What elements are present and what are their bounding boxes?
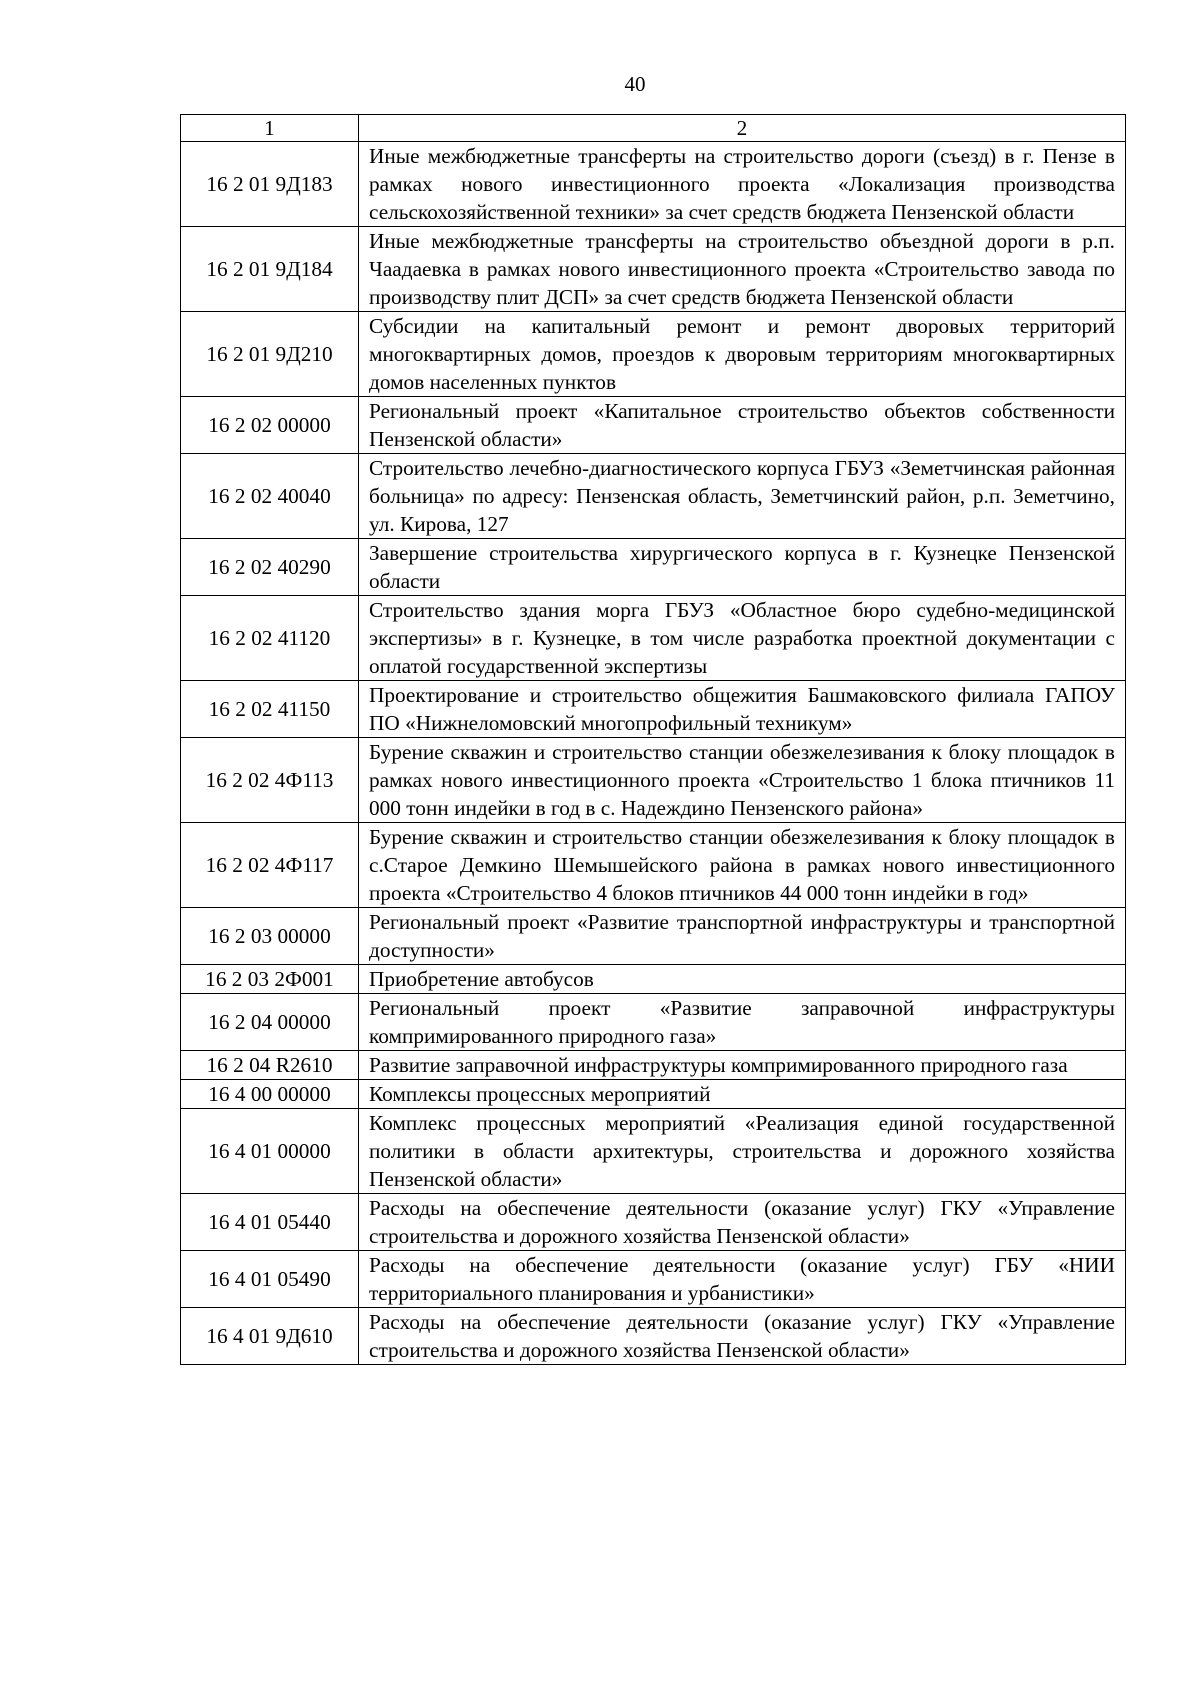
- table-row: [181, 397, 1126, 454]
- row-description: Бурение скважин и строительство станции обезжелезивания к блоку площадок в с.Старое Демкино Шемышейского района в рамках нового инвестиционного проекта «Строительство 4 блоков птичников 44 000 тонн индейки в год»: [359, 823, 1126, 908]
- row-description: Проектирование и строительство общежития Башмаковского филиала ГАПОУ ПО «Нижнеломовский многопрофильный техникум»: [359, 681, 1126, 738]
- table-row: [181, 681, 1126, 738]
- row-code: 16 4 00 00000: [181, 1080, 359, 1109]
- budget-classification-table: [180, 114, 1126, 1365]
- column-header-code: 1: [181, 115, 359, 142]
- row-description: Расходы на обеспечение деятельности (оказание услуг) ГКУ «Управление строительства и дорожного хозяйства Пензенской области»: [359, 1194, 1126, 1251]
- table-row: [181, 539, 1126, 596]
- table-row: [181, 454, 1126, 539]
- table-row: [181, 1308, 1126, 1365]
- table-row: [181, 596, 1126, 681]
- row-description: Расходы на обеспечение деятельности (оказание услуг) ГБУ «НИИ территориального планирования и урбанистики»: [359, 1251, 1126, 1308]
- row-code: 16 4 01 9Д610: [181, 1308, 359, 1365]
- row-code: 16 2 02 4Ф113: [181, 738, 359, 823]
- row-description: Субсидии на капитальный ремонт и ремонт дворовых территорий многоквартирных домов, проездов к дворовым территориям многоквартирных домов населенных пунктов: [359, 312, 1126, 397]
- table-body: [181, 142, 1126, 1365]
- row-description: Комплексы процессных мероприятий: [359, 1080, 1126, 1109]
- row-description: Завершение строительства хирургического корпуса в г. Кузнецке Пензенской области: [359, 539, 1126, 596]
- row-description: Иные межбюджетные трансферты на строительство дороги (съезд) в г. Пензе в рамках нового инвестиционного проекта «Локализация производства сельскохозяйственной техники» за счет средств бюджета Пензенской области: [359, 142, 1126, 227]
- table-row: [181, 312, 1126, 397]
- table-row: [181, 823, 1126, 908]
- row-description: Развитие заправочной инфраструктуры компримированного природного газа: [359, 1051, 1126, 1080]
- row-description: Комплекс процессных мероприятий «Реализация единой государственной политики в области архитектуры, строительства и дорожного хозяйства Пензенской области»: [359, 1109, 1126, 1194]
- row-code: 16 4 01 00000: [181, 1109, 359, 1194]
- row-code: 16 2 01 9Д210: [181, 312, 359, 397]
- row-code: 16 2 02 41120: [181, 596, 359, 681]
- row-description: Расходы на обеспечение деятельности (оказание услуг) ГКУ «Управление строительства и дорожного хозяйства Пензенской области»: [359, 1308, 1126, 1365]
- table-row: [181, 142, 1126, 227]
- row-description: Региональный проект «Развитие транспортной инфраструктуры и транспортной доступности»: [359, 908, 1126, 965]
- row-code: 16 2 04 R2610: [181, 1051, 359, 1080]
- table-row: [181, 1051, 1126, 1080]
- row-description: Строительство лечебно-диагностического корпуса ГБУЗ «Земетчинская районная больница» по адресу: Пензенская область, Земетчинский район, р.п. Земетчино, ул. Кирова, 127: [359, 454, 1126, 539]
- table-row: [181, 1251, 1126, 1308]
- row-description: Приобретение автобусов: [359, 965, 1126, 994]
- row-code: 16 2 03 2Ф001: [181, 965, 359, 994]
- table-row: [181, 908, 1126, 965]
- row-code: 16 2 02 40290: [181, 539, 359, 596]
- table-row: [181, 1109, 1126, 1194]
- row-code: 16 2 02 40040: [181, 454, 359, 539]
- table-row: [181, 227, 1126, 312]
- table-row: [181, 1080, 1126, 1109]
- table-header-row: [181, 115, 1126, 142]
- row-code: 16 2 02 4Ф117: [181, 823, 359, 908]
- table-row: [181, 965, 1126, 994]
- row-code: 16 2 02 41150: [181, 681, 359, 738]
- row-code: 16 2 01 9Д183: [181, 142, 359, 227]
- table-row: [181, 994, 1126, 1051]
- row-description: Бурение скважин и строительство станции обезжелезивания к блоку площадок в рамках нового инвестиционного проекта «Строительство 1 блока птичников 11 000 тонн индейки в год в с. Надеждино Пензенского района»: [359, 738, 1126, 823]
- row-description: Строительство здания морга ГБУЗ «Областное бюро судебно-медицинской экспертизы» в г. Кузнецке, в том числе разработка проектной документации с оплатой государственной экспертизы: [359, 596, 1126, 681]
- row-description: Региональный проект «Развитие заправочной инфраструктуры компримированного природного газа»: [359, 994, 1126, 1051]
- page-number: 40: [624, 72, 646, 96]
- row-code: 16 4 01 05490: [181, 1251, 359, 1308]
- row-code: 16 4 01 05440: [181, 1194, 359, 1251]
- row-description: Иные межбюджетные трансферты на строительство объездной дороги в р.п. Чаадаевка в рамках нового инвестиционного проекта «Строительство завода по производству плит ДСП» за счет средств бюджета Пензенской области: [359, 227, 1126, 312]
- row-code: 16 2 03 00000: [181, 908, 359, 965]
- table-row: [181, 738, 1126, 823]
- row-code: 16 2 01 9Д184: [181, 227, 359, 312]
- row-code: 16 2 02 00000: [181, 397, 359, 454]
- row-code: 16 2 04 00000: [181, 994, 359, 1051]
- table-row: [181, 1194, 1126, 1251]
- column-header-description: 2: [359, 115, 1126, 142]
- row-description: Региональный проект «Капитальное строительство объектов собственности Пензенской области»: [359, 397, 1126, 454]
